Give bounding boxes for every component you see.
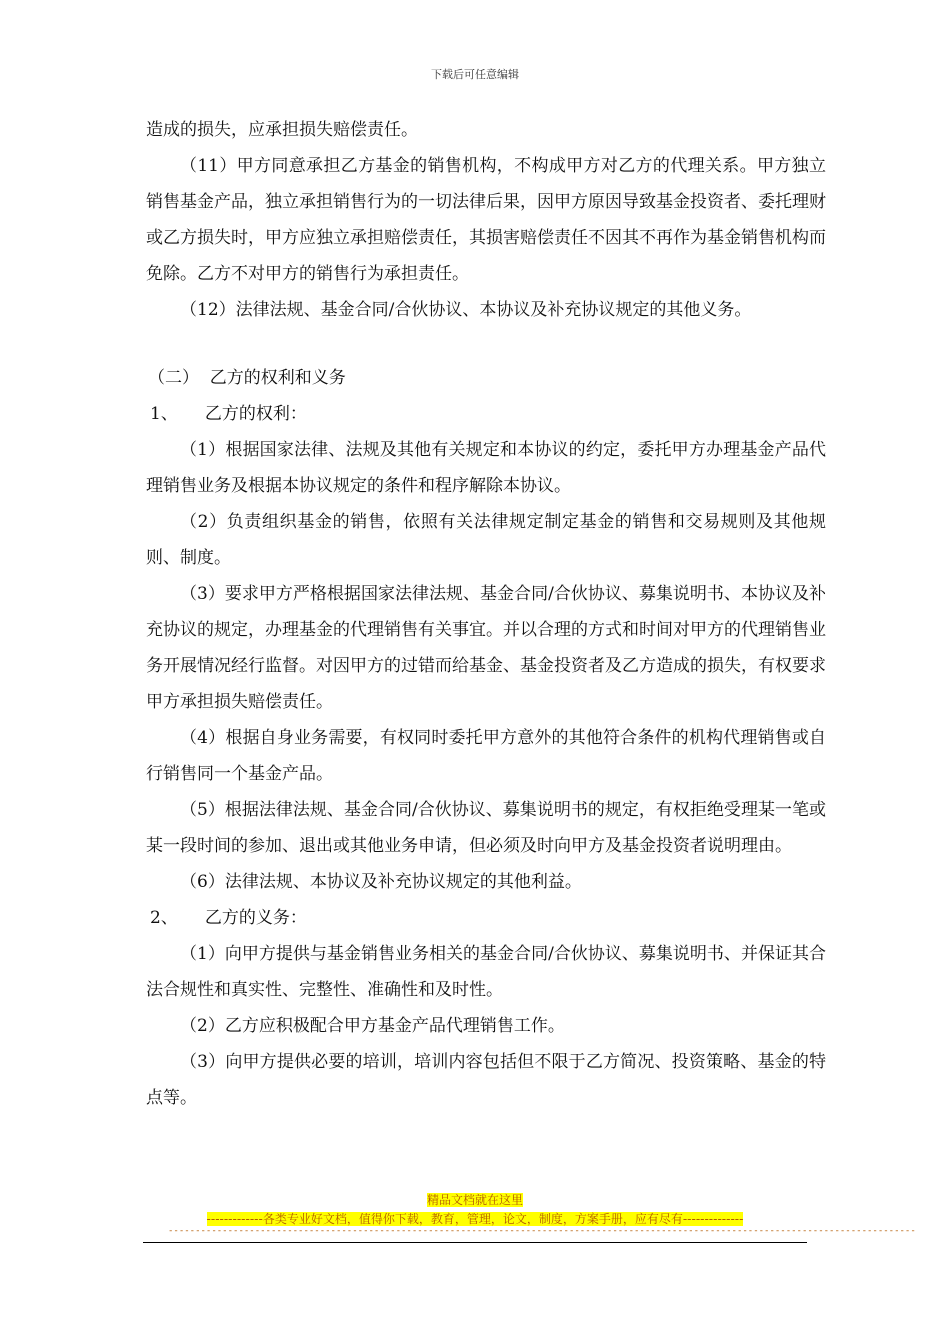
paragraph: （2）乙方应积极配合甲方基金产品代理销售工作。 [180, 1016, 565, 1036]
paragraph: （4）根据自身业务需要，有权同时委托甲方意外的其他符合条件的机构代理销售或自行销售同一个基金产品。 [146, 728, 826, 784]
paragraph: （5）根据法律法规、基金合同/合伙协议、募集说明书的规定，有权拒绝受理某一笔或某一段时间的参加、退出或其他业务申请，但必须及时向甲方及基金投资者说明理由。 [146, 800, 826, 856]
paragraph: （11）甲方同意承担乙方基金的销售机构，不构成甲方对乙方的代理关系。甲方独立销售基金产品，独立承担销售行为的一切法律后果，因甲方原因导致基金投资者、委托理财或乙方损失时，甲方应独立承担赔偿责任，其损害赔偿责任不因其不再作为基金销售机构而免除。乙方不对甲方的销售行为承担责任。 [146, 156, 826, 284]
paragraph: （6）法律法规、本协议及补充协议规定的其他利益。 [180, 872, 582, 892]
footer-dash-line: ------------------------------------------------------------------------------------------------------------------------------------------ [168, 1226, 916, 1236]
document-body [146, 112, 826, 1116]
paragraph: 造成的损失，应承担损失赔偿责任。 [146, 120, 418, 140]
footer-banner [0, 1208, 950, 1227]
footer-title-text: 精品文档就在这里 [426, 1193, 523, 1207]
footer-rule [143, 1242, 807, 1243]
subsection-heading-obligations: 2、 乙方的义务： [150, 908, 307, 928]
footer-banner-text: -------------各类专业好文档，值得你下载，教育，管理，论文，制度，方案手册，应有尽有-------------- [206, 1212, 744, 1226]
paragraph: （3）要求甲方严格根据国家法律法规、基金合同/合伙协议、募集说明书、本协议及补充协议的规定，办理基金的代理销售有关事宜。并以合理的方式和时间对甲方的代理销售业务开展情况经行监督。对因甲方的过错而给基金、基金投资者及乙方造成的损失，有权要求甲方承担损失赔偿责任。 [146, 584, 826, 712]
paragraph: （2）负责组织基金的销售，依照有关法律规定制定基金的销售和交易规则及其他规则、制度。 [146, 512, 826, 568]
paragraph: （12）法律法规、基金合同/合伙协议、本协议及补充协议规定的其他义务。 [180, 300, 752, 320]
paragraph: （1）向甲方提供与基金销售业务相关的基金合同/合伙协议、募集说明书、并保证其合法合规性和真实性、完整性、准确性和及时性。 [146, 944, 826, 1000]
paragraph: （1）根据国家法律、法规及其他有关规定和本协议的约定，委托甲方办理基金产品代理销售业务及根据本协议规定的条件和程序解除本协议。 [146, 440, 826, 496]
page-header: 下载后可任意编辑 [431, 68, 519, 81]
paragraph: （3）向甲方提供必要的培训，培训内容包括但不限于乙方简况、投资策略、基金的特点等。 [146, 1052, 826, 1108]
footer-title [0, 1189, 950, 1208]
subsection-heading-rights: 1、 乙方的权利： [150, 404, 307, 424]
spacer [146, 328, 826, 360]
section-heading: （二） 乙方的权利和义务 [148, 368, 346, 388]
